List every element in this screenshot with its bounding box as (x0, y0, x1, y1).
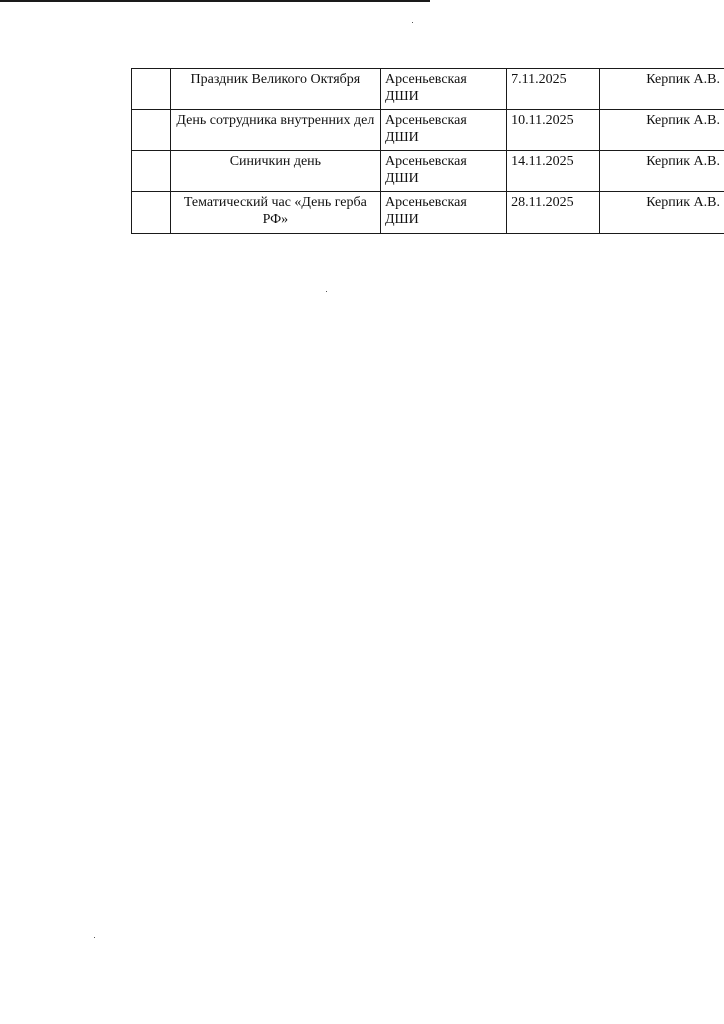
event-name-cell: Тематический час «День герба РФ» (170, 192, 380, 234)
event-date-cell: 14.11.2025 (507, 151, 600, 192)
scan-speck (412, 22, 413, 23)
table-row (132, 192, 724, 234)
responsible-person-cell: Керпик А.В. (599, 151, 724, 192)
event-date-cell: 28.11.2025 (507, 192, 600, 234)
events-table (131, 68, 724, 234)
scan-speck (94, 937, 95, 938)
event-name-cell: День сотрудника внутренних дел (170, 110, 380, 151)
event-name-cell: Синичкин день (170, 151, 380, 192)
row-number-cell (132, 110, 171, 151)
table-row (132, 110, 724, 151)
responsible-person-cell: Керпик А.В. (599, 69, 724, 110)
table-row (132, 151, 724, 192)
event-place-cell: Арсеньевская ДШИ (381, 110, 507, 151)
row-number-cell (132, 151, 171, 192)
responsible-person-cell: Керпик А.В. (599, 192, 724, 234)
event-place-cell: Арсеньевская ДШИ (381, 192, 507, 234)
events-table-body (132, 69, 724, 234)
scan-edge-line (0, 0, 430, 2)
responsible-person-cell: Керпик А.В. (599, 110, 724, 151)
row-number-cell (132, 192, 171, 234)
event-date-cell: 7.11.2025 (507, 69, 600, 110)
row-number-cell (132, 69, 171, 110)
event-name-cell: Праздник Великого Октября (170, 69, 380, 110)
scan-speck (326, 291, 327, 292)
event-date-cell: 10.11.2025 (507, 110, 600, 151)
event-place-cell: Арсеньевская ДШИ (381, 151, 507, 192)
table-row (132, 69, 724, 110)
event-place-cell: Арсеньевская ДШИ (381, 69, 507, 110)
